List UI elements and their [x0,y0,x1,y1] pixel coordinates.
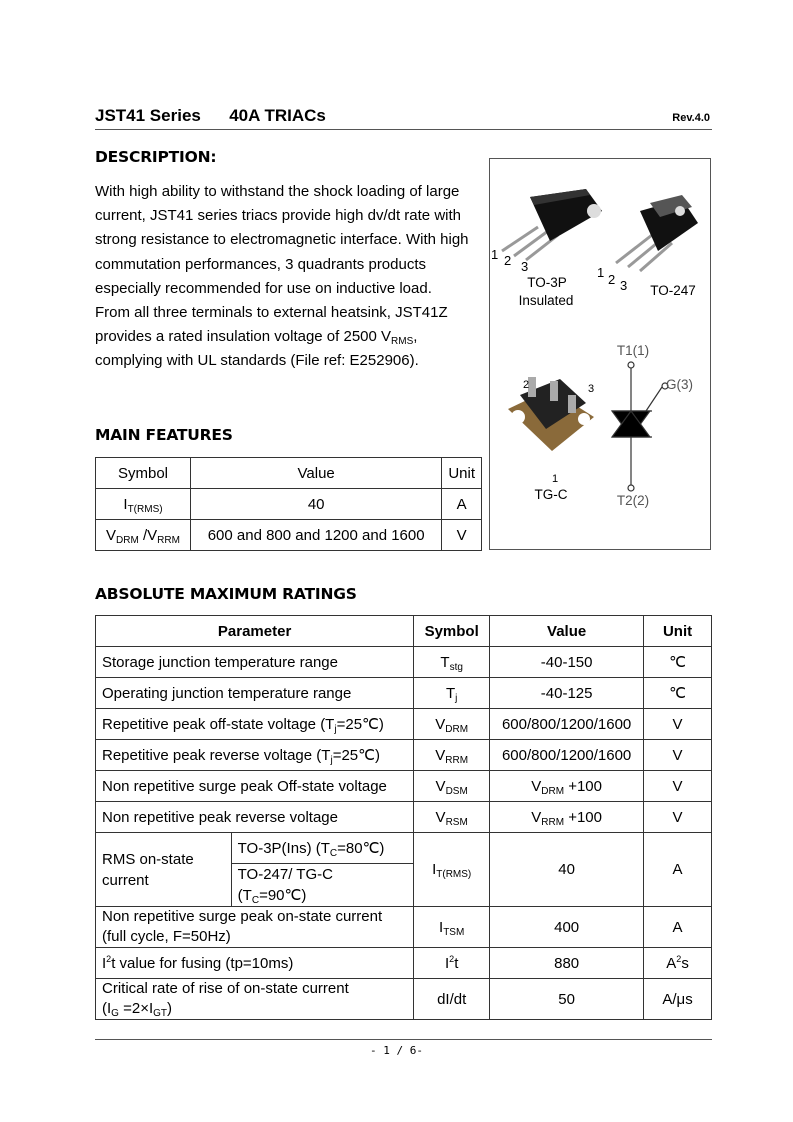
to3p-package-image [502,189,602,260]
parameter-cell: Repetitive peak off-state voltage $(T_j=25℃)$ [96,709,414,740]
header-title [95,106,326,126]
t2-label: T2(2) [616,493,650,508]
to3p-pin-2: 2 [504,253,512,268]
to247-label: TO-247 [650,283,696,298]
condition-cell: TO-3P(Ins) $(T_C=80℃)$ [231,833,414,864]
page-number: - 1 / 6- [370,1044,423,1057]
unit-cell: V [442,520,482,551]
symbol-cell: $V_{DSM}$ [414,771,490,802]
header-cell: Unit [644,616,712,647]
symbol-cell: $I_{TSM}$ [414,907,490,948]
description-title: DESCRIPTION: [95,148,217,166]
value-cell: 40 [490,833,644,907]
parameter-cell: Repetitive peak reverse voltage $(T_j=25℃)$ [96,740,414,771]
value-cell: 600 and 800 and 1200 and 1600 [191,520,442,551]
parameter-cell: Non repetitive surge peak on-state current (full cycle, F=50Hz) [96,907,414,948]
parameter-cell: Non repetitive peak reverse voltage [96,802,414,833]
package-drawing [490,159,710,549]
to3p-pin-3: 3 [521,259,529,274]
header-cell: Value [191,458,442,489]
package-images-box [489,158,711,550]
main-features-title: MAIN FEATURES [95,426,233,444]
table-row [96,709,712,740]
parameter-cell: Storage junction temperature range [96,647,414,678]
tgc-label: TG-C [534,487,568,502]
tgc-package-image [508,377,594,451]
description-paragraph-1: With high ability to withstand the shock loading of large current, JST41 series triacs provide high dv/dt rate with strong resistance to electromagnetic interface. With high commutation performances, 3 quadrants products especially recommended for use on inductive load. [95,183,469,297]
unit-cell: A [644,907,712,948]
table-row [96,907,712,948]
description-text [95,180,480,374]
to247-package-image [616,195,698,271]
value-cell: $V_{DRM} +100$ [490,771,644,802]
symbol-cell: $I_{T(RMS)}$ [96,489,191,520]
gate-label: G(3) [666,377,693,392]
table-row [96,833,712,864]
table-header-row [96,616,712,647]
header-cell: Unit [442,458,482,489]
parameter-cell: RMS on-state current [96,833,232,907]
revision-label: Rev.4.0 [672,112,710,124]
header-cell: Parameter [96,616,414,647]
tgc-pin-2: 2 [523,379,530,391]
value-cell: 50 [490,979,644,1020]
symbol-cell: dI/dt [414,979,490,1020]
table-header-row [96,458,482,489]
unit-cell: A [442,489,482,520]
symbol-cell: $V_{RSM}$ [414,802,490,833]
unit-cell: A [644,833,712,907]
value-cell: 600/800/1200/1600 [490,709,644,740]
ratings-table [95,615,712,1020]
ratings-title: ABSOLUTE MAXIMUM RATINGS [95,585,357,603]
unit-cell: V [644,802,712,833]
parameter-cell: $I^2t$ value for fusing (tp=10ms) [96,948,414,979]
table-row [96,740,712,771]
table-row [96,948,712,979]
symbol-cell: $T_{stg}$ [414,647,490,678]
value-cell: -40-125 [490,678,644,709]
unit-cell: $A^2s$ [644,948,712,979]
footer-divider [95,1039,712,1040]
table-row [96,647,712,678]
table-row [96,771,712,802]
to3p-pin-1: 1 [491,247,499,262]
table-row [96,979,712,1020]
condition-cell: TO-247/ TG-C $(T_C=90℃)$ [231,864,414,907]
main-features-table [95,457,482,551]
header-cell: Value [490,616,644,647]
symbol-cell: $V_{RRM}$ [414,740,490,771]
unit-cell: ℃ [644,678,712,709]
value-cell: 40 [191,489,442,520]
parameter-cell: Non repetitive surge peak Off-state voltage [96,771,414,802]
parameter-cell: Critical rate of rise of on-state current $(I_G =2\times I_{GT})$ [96,979,414,1020]
tgc-pin-3: 3 [588,383,595,395]
value-cell: 880 [490,948,644,979]
value-cell: 600/800/1200/1600 [490,740,644,771]
triac-symbol [612,362,668,491]
unit-cell: ℃ [644,647,712,678]
series-name: JST41 Series [95,106,201,125]
unit-cell: V [644,771,712,802]
symbol-cell: $V_{DRM}$ [414,709,490,740]
to247-pin-2: 2 [608,272,616,287]
value-cell: 400 [490,907,644,948]
symbol-cell: $V_{DRM}$ $/V_{RRM}$ [96,520,191,551]
unit-cell: A/μs [644,979,712,1020]
tgc-pin-1: 1 [552,473,559,485]
product-name: 40A TRIACs [229,106,326,125]
symbol-cell: $I_{T(RMS)}$ [414,833,490,907]
table-row [96,520,482,551]
to3p-label: TO-3P [527,275,567,290]
description-paragraph-2: From all three terminals to external heatsink, JST41Z provides a rated insulation voltage of 2500 $V_{RMS}$, complying with UL standards (File ref: E252906). [95,304,448,370]
unit-cell: V [644,709,712,740]
header-divider [95,129,712,130]
table-row [96,802,712,833]
to247-pin-3: 3 [620,278,628,293]
value-cell: $V_{RRM} +100$ [490,802,644,833]
parameter-cell: Operating junction temperature range [96,678,414,709]
symbol-cell: $I^2t$ [414,948,490,979]
unit-cell: V [644,740,712,771]
header-cell: Symbol [96,458,191,489]
t1-label: T1(1) [616,343,650,358]
table-row [96,489,482,520]
header-cell: Symbol [414,616,490,647]
value-cell: -40-150 [490,647,644,678]
table-row [96,678,712,709]
symbol-cell: $T_j$ [414,678,490,709]
to247-pin-1: 1 [597,265,605,280]
to3p-sublabel: Insulated [518,293,574,308]
